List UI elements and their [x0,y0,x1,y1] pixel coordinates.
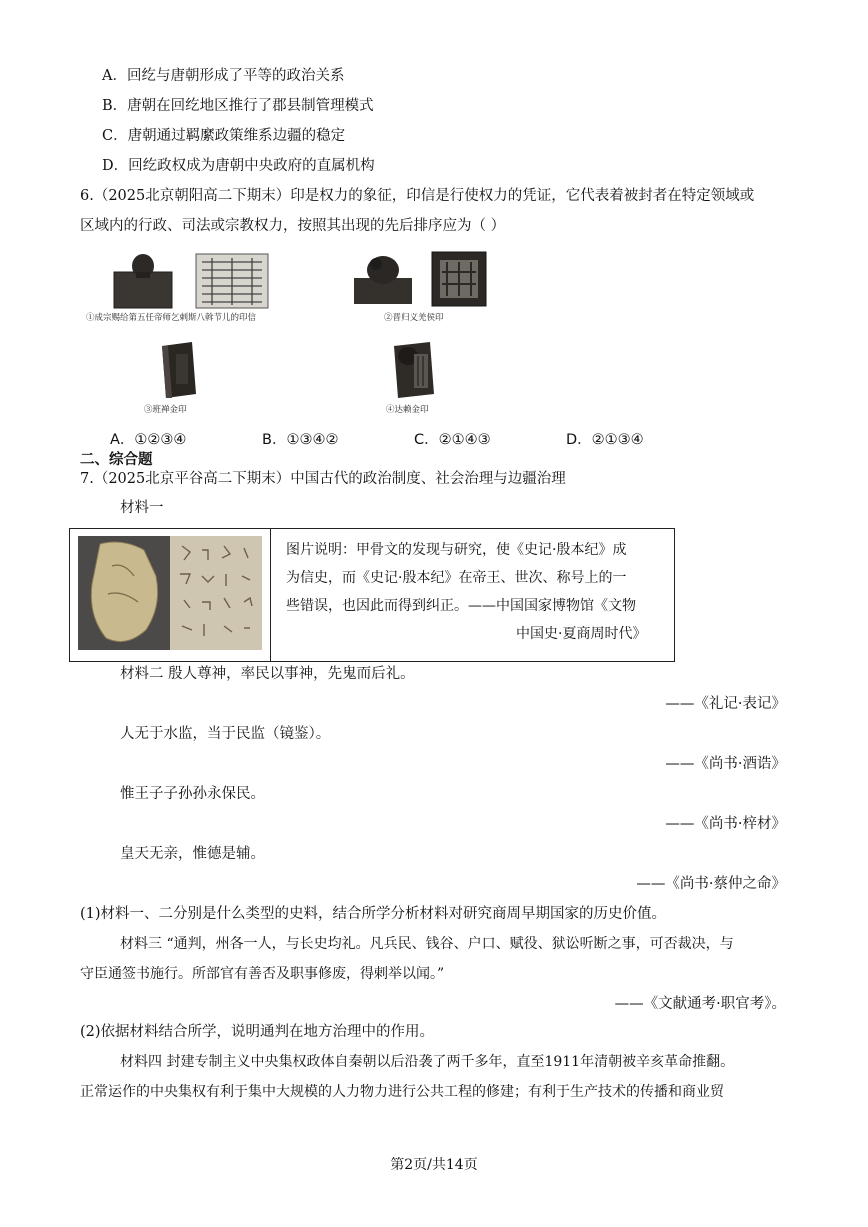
material-1-text-line3: 些错误，也因此而得到纠正。——中国国家博物馆《文物 [286,598,636,614]
material-2-source3: ——《尚书·梓材》 [665,816,786,832]
q5-option-a: A．回纥与唐朝形成了平等的政治关系 [102,68,345,84]
q5-option-d: D．回纥政权成为唐朝中央政府的直属机构 [102,158,375,174]
q6-stem-line2: 区域内的行政、司法或宗教权力，按照其出现的先后排序应为（ ） [80,218,506,234]
material-3-line1: 材料三 “通判，州各一人，与长史均礼。凡兵民、钱谷、户口、赋役、狱讼听断之事，可否裁决，与 [120,936,734,952]
seal-caption-3: ③班禅金印 [144,405,187,415]
material-4-line2: 正常运作的中央集权有利于集中大规模的人力物力进行公共工程的修建；有利于生产技术的传播和商业贸 [80,1084,724,1100]
material-1-text-line4: 中国史·夏商周时代》 [516,626,647,642]
q6-option-b: B．①③④② [262,432,339,448]
q7-title: 7.（2025北京平谷高二下期末）中国古代的政治制度、社会治理与边疆治理 [80,471,566,487]
oracle-bone-image [78,536,262,650]
q5-option-b: B．唐朝在回纥地区推行了郡县制管理模式 [102,98,374,114]
material-4-line1: 材料四 封建专制主义中央集权政体自秦朝以后沿袭了两千多年，直至1911年清朝被辛亥革命推翻。 [120,1054,735,1070]
material-2-source2: ——《尚书·酒诰》 [665,756,786,772]
material-2-source1: ——《礼记·表记》 [665,696,786,712]
q6-option-c: C．②①④③ [414,432,491,448]
material-1-text-line2: 为信史，而《史记·殷本纪》在帝王、世次、称号上的一 [286,570,627,586]
material-1-divider [270,528,271,662]
material-2-source4: ——《尚书·蔡仲之命》 [636,876,786,892]
sub-question-1: (1)材料一、二分别是什么类型的史料，结合所学分析材料对研究商周早期国家的历史价值。 [80,906,667,922]
seal-image-2 [352,248,492,310]
seal-image-4 [388,338,438,400]
material-2-line1: 材料二 殷人尊神，率民以事神，先鬼而后礼。 [120,666,415,682]
material-3-source: ——《文献通考·职官考》。 [614,996,786,1012]
seal-caption-1: ①成宗赐给第五任帝师乞剌斯八斡节儿的印信 [86,313,257,323]
q5-option-c: C．唐朝通过羁縻政策维系边疆的稳定 [102,128,346,144]
seal-caption-2: ②晋归义羌侯印 [384,313,444,323]
sub-question-2: (2)依据材料结合所学，说明通判在地方治理中的作用。 [80,1024,435,1040]
material-2-line3: 惟王子子孙孙永保民。 [120,786,265,802]
q6-stem-line1: 6.（2025北京朝阳高二下期末）印是权力的象征，印信是行使权力的凭证，它代表着被封者在特定领域或 [80,188,755,204]
material-1-label: 材料一 [120,500,164,516]
section-heading: 二、综合题 [80,452,153,468]
page-number: 第2页/共14页 [390,1157,478,1173]
q6-option-d: D．②①③④ [566,432,644,448]
seal-caption-4: ④达赖金印 [386,405,429,415]
seal-image-1 [112,250,272,310]
material-1-text-line1: 图片说明：甲骨文的发现与研究，使《史记·殷本纪》成 [286,542,627,558]
material-2-line4: 皇天无亲，惟德是辅。 [120,846,265,862]
q6-option-a: A．①②③④ [110,432,187,448]
seal-image-3 [156,340,200,400]
material-2-line2: 人无于水监，当于民监（镜鉴）。 [120,726,331,742]
material-3-line2: 守臣通签书施行。所部官有善否及职事修废，得剌举以闻。” [80,966,445,982]
